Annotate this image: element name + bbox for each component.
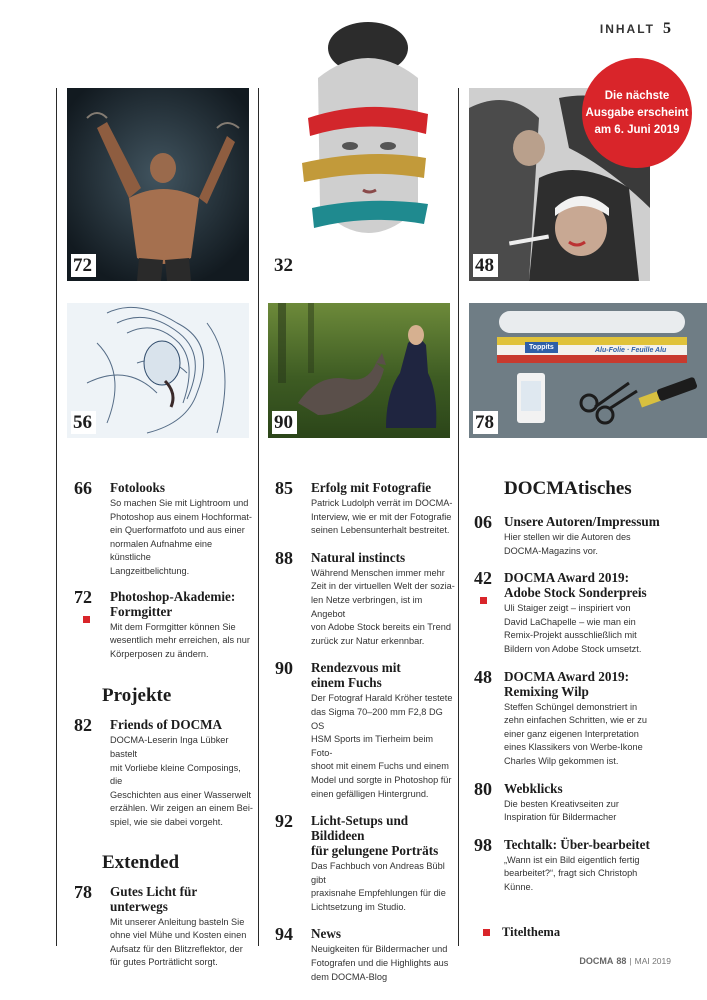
thumbnail-number: 32 (272, 254, 297, 277)
toc-page-number: 06 (474, 512, 492, 532)
thumbnail-sliced-face[interactable] (268, 18, 450, 281)
thumbnail-fox[interactable] (268, 303, 450, 438)
toc-title: Rendezvous mit einem Fuchs (311, 660, 401, 691)
toc-entry[interactable] (74, 881, 254, 970)
toc-description: So machen Sie mit Lightroom und Photoshop aus einem Hochformat- ein Querformatfoto und aus einer normalen Aufnahme eine künstliche Langzeitbelichtung. (110, 498, 252, 576)
section-heading-projekte: Projekte (102, 685, 172, 707)
sliced-face-image (268, 18, 450, 281)
toc-title: DOCMA Award 2019: Remixing Wilp (504, 668, 630, 699)
badge-line-2: Ausgabe erscheint (585, 106, 689, 119)
toc-page-number: 66 (74, 478, 92, 498)
toc-description: Während Menschen immer mehr Zeit in der virtuellen Welt der sozia- len Netze verbringen, ist im Angebot von Adobe Stock bereits ein Trend zurück zur Natur erkennbar. (311, 567, 455, 646)
toc-description: Der Fotograf Harald Kröher testete das Sigma 70–200 mm F2,8 DG OS HSM Sports im Tierheim beim Foto- shoot mit einem Fuchs und einem Model und sorgte in Photoshop für einen gefälligen Hintergrund. (311, 693, 453, 799)
toc-description: Patrick Ludolph verrät im DOCMA- Interview, wie er mit der Fotografie seinen Lebensunterhalt bestreitet. (311, 498, 453, 536)
toc-title: Natural instincts (311, 549, 406, 565)
toc-title: Gutes Licht für unterwegs (110, 883, 197, 914)
thumbnail-bodybuilder[interactable] (67, 88, 249, 281)
left-column (74, 480, 254, 970)
toc-title: Erfolg mit Fotografie (311, 480, 432, 495)
toc-page-number: 94 (275, 924, 293, 945)
toc-description: Mit dem Formgitter können Sie wesentlich mehr erreichen, als nur Körperposen zu ändern. (110, 621, 250, 659)
legend-marker (483, 929, 490, 936)
toc-page-number: 90 (275, 658, 293, 679)
toc-entry[interactable] (474, 778, 674, 825)
toc-entry[interactable] (474, 570, 674, 656)
toc-page-number: 98 (474, 834, 492, 855)
cover-topic-legend (483, 925, 560, 940)
thumbnail-number: 48 (473, 254, 498, 277)
next-issue-badge (582, 58, 692, 168)
toc-title: Techtalk: Über-bearbeitet (504, 836, 650, 852)
toc-title: DOCMA Award 2019: Adobe Stock Sonderpreis (504, 570, 647, 601)
footer-issue: 88 (616, 956, 627, 966)
toc-page-number: 78 (74, 881, 92, 902)
toc-page-number: 82 (74, 715, 92, 736)
toc-entry[interactable] (74, 717, 254, 829)
footer-date: MAI 2019 (634, 956, 671, 966)
toc-description: „Wann ist ein Bild eigentlich fertig bearbeitet?“, fragt sich Christoph Künne. (504, 854, 640, 892)
foil-roll-label: Toppits (525, 342, 558, 353)
page-number: 5 (663, 20, 671, 37)
footer-brand: DOCMA (579, 956, 614, 966)
cover-topic-marker (480, 597, 487, 604)
footer-separator: | (629, 956, 632, 966)
toc-description: Neuigkeiten für Bildermacher und Fotografen und die Highlights aus dem DOCMA-Blog (311, 944, 449, 982)
toc-page-number: 88 (275, 547, 293, 568)
toc-page-number: 48 (474, 666, 492, 687)
thumbnail-number: 56 (71, 411, 96, 434)
section-label: INHALT (599, 22, 655, 36)
right-column (474, 478, 674, 895)
column-rule-left (56, 88, 57, 946)
foil-package-label: Alu-Folie · Feuille Alu (595, 347, 667, 354)
foil-tools-image (469, 303, 707, 438)
toc-entry[interactable] (275, 660, 455, 801)
middle-column (275, 480, 455, 984)
toc-entry[interactable] (474, 666, 674, 769)
toc-page-number: 42 (474, 568, 492, 589)
toc-title: Unsere Autoren/Impressum (504, 514, 660, 529)
legend-label: Titelthema (502, 925, 561, 939)
toc-title: Webklicks (504, 780, 563, 796)
toc-entry[interactable] (275, 813, 455, 914)
cover-topic-marker (83, 616, 90, 623)
page-footer (579, 956, 671, 966)
thumbnail-number: 90 (272, 411, 297, 434)
toc-page-number: 80 (474, 778, 492, 799)
column-rule-middle (258, 88, 259, 946)
toc-entry[interactable] (275, 480, 455, 538)
thumbnail-foil-tools[interactable] (469, 303, 707, 438)
toc-entry[interactable] (275, 926, 455, 984)
toc-title: Photoshop-Akademie: Formgitter (110, 588, 236, 619)
thumbnail-number: 78 (473, 411, 498, 434)
toc-description: Hier stellen wir die Autoren des DOCMA-Magazins vor. (504, 532, 631, 556)
toc-description: Mit unserer Anleitung basteln Sie ohne viel Mühe und Kosten einen Aufsatz für den Blitzreflektor, der für gutes Porträtlicht sorgt. (110, 916, 247, 968)
section-heading-docmatisches: DOCMAtisches (504, 478, 632, 499)
toc-title: Licht-Setups und Bildideen für gelungene Porträts (311, 813, 439, 859)
toc-title: Fotolooks (110, 480, 165, 495)
column-rule-right (458, 88, 459, 946)
toc-title: Friends of DOCMA (110, 717, 223, 733)
toc-entry[interactable] (74, 480, 254, 579)
toc-entry[interactable] (74, 586, 254, 662)
toc-title: News (311, 926, 342, 942)
toc-description: Die besten Kreativseiten zur Inspiration für Bildermacher (504, 798, 619, 823)
bodybuilder-image (67, 88, 249, 281)
badge-line-1: Die nächste (604, 89, 670, 102)
thumbnail-number: 72 (71, 254, 96, 277)
toc-description: Das Fachbuch von Andreas Bübl gibt praxisnahe Empfehlungen für die Lichtsetzung im Studio. (311, 861, 446, 912)
toc-description: Steffen Schüngel demonstriert in zehn einfachen Schritten, wie er zu einer ganz eigenen Interpretation eines Klassikers von Werbe-Ikone Charles Wilp gekommen ist. (504, 701, 647, 766)
toc-description: DOCMA-Leserin Inga Lübker bastelt mit Vorliebe kleine Composings, die Geschichten aus einer Wasserwelt erzählen. Wir zeigen an einem Bei- spiel, wie sie dabei vorgeht. (110, 735, 253, 827)
toc-description: Uli Staiger zeigt – inspiriert von David LaChapelle – wie man ein Remix-Projekt ausschließlich mit Bildern von Adobe Stock umsetzt. (504, 603, 642, 654)
toc-page-number: 92 (275, 811, 293, 832)
toc-page-number: 85 (275, 478, 293, 498)
thumbnail-sketch[interactable] (67, 303, 249, 438)
toc-entry[interactable] (474, 834, 674, 895)
toc-entry[interactable] (275, 547, 455, 649)
section-heading-extended: Extended (102, 851, 180, 873)
badge-line-3: am 6. Juni 2019 (594, 123, 680, 136)
toc-page-number: 72 (74, 586, 92, 607)
toc-entry[interactable] (474, 514, 674, 558)
page-header (600, 20, 671, 38)
